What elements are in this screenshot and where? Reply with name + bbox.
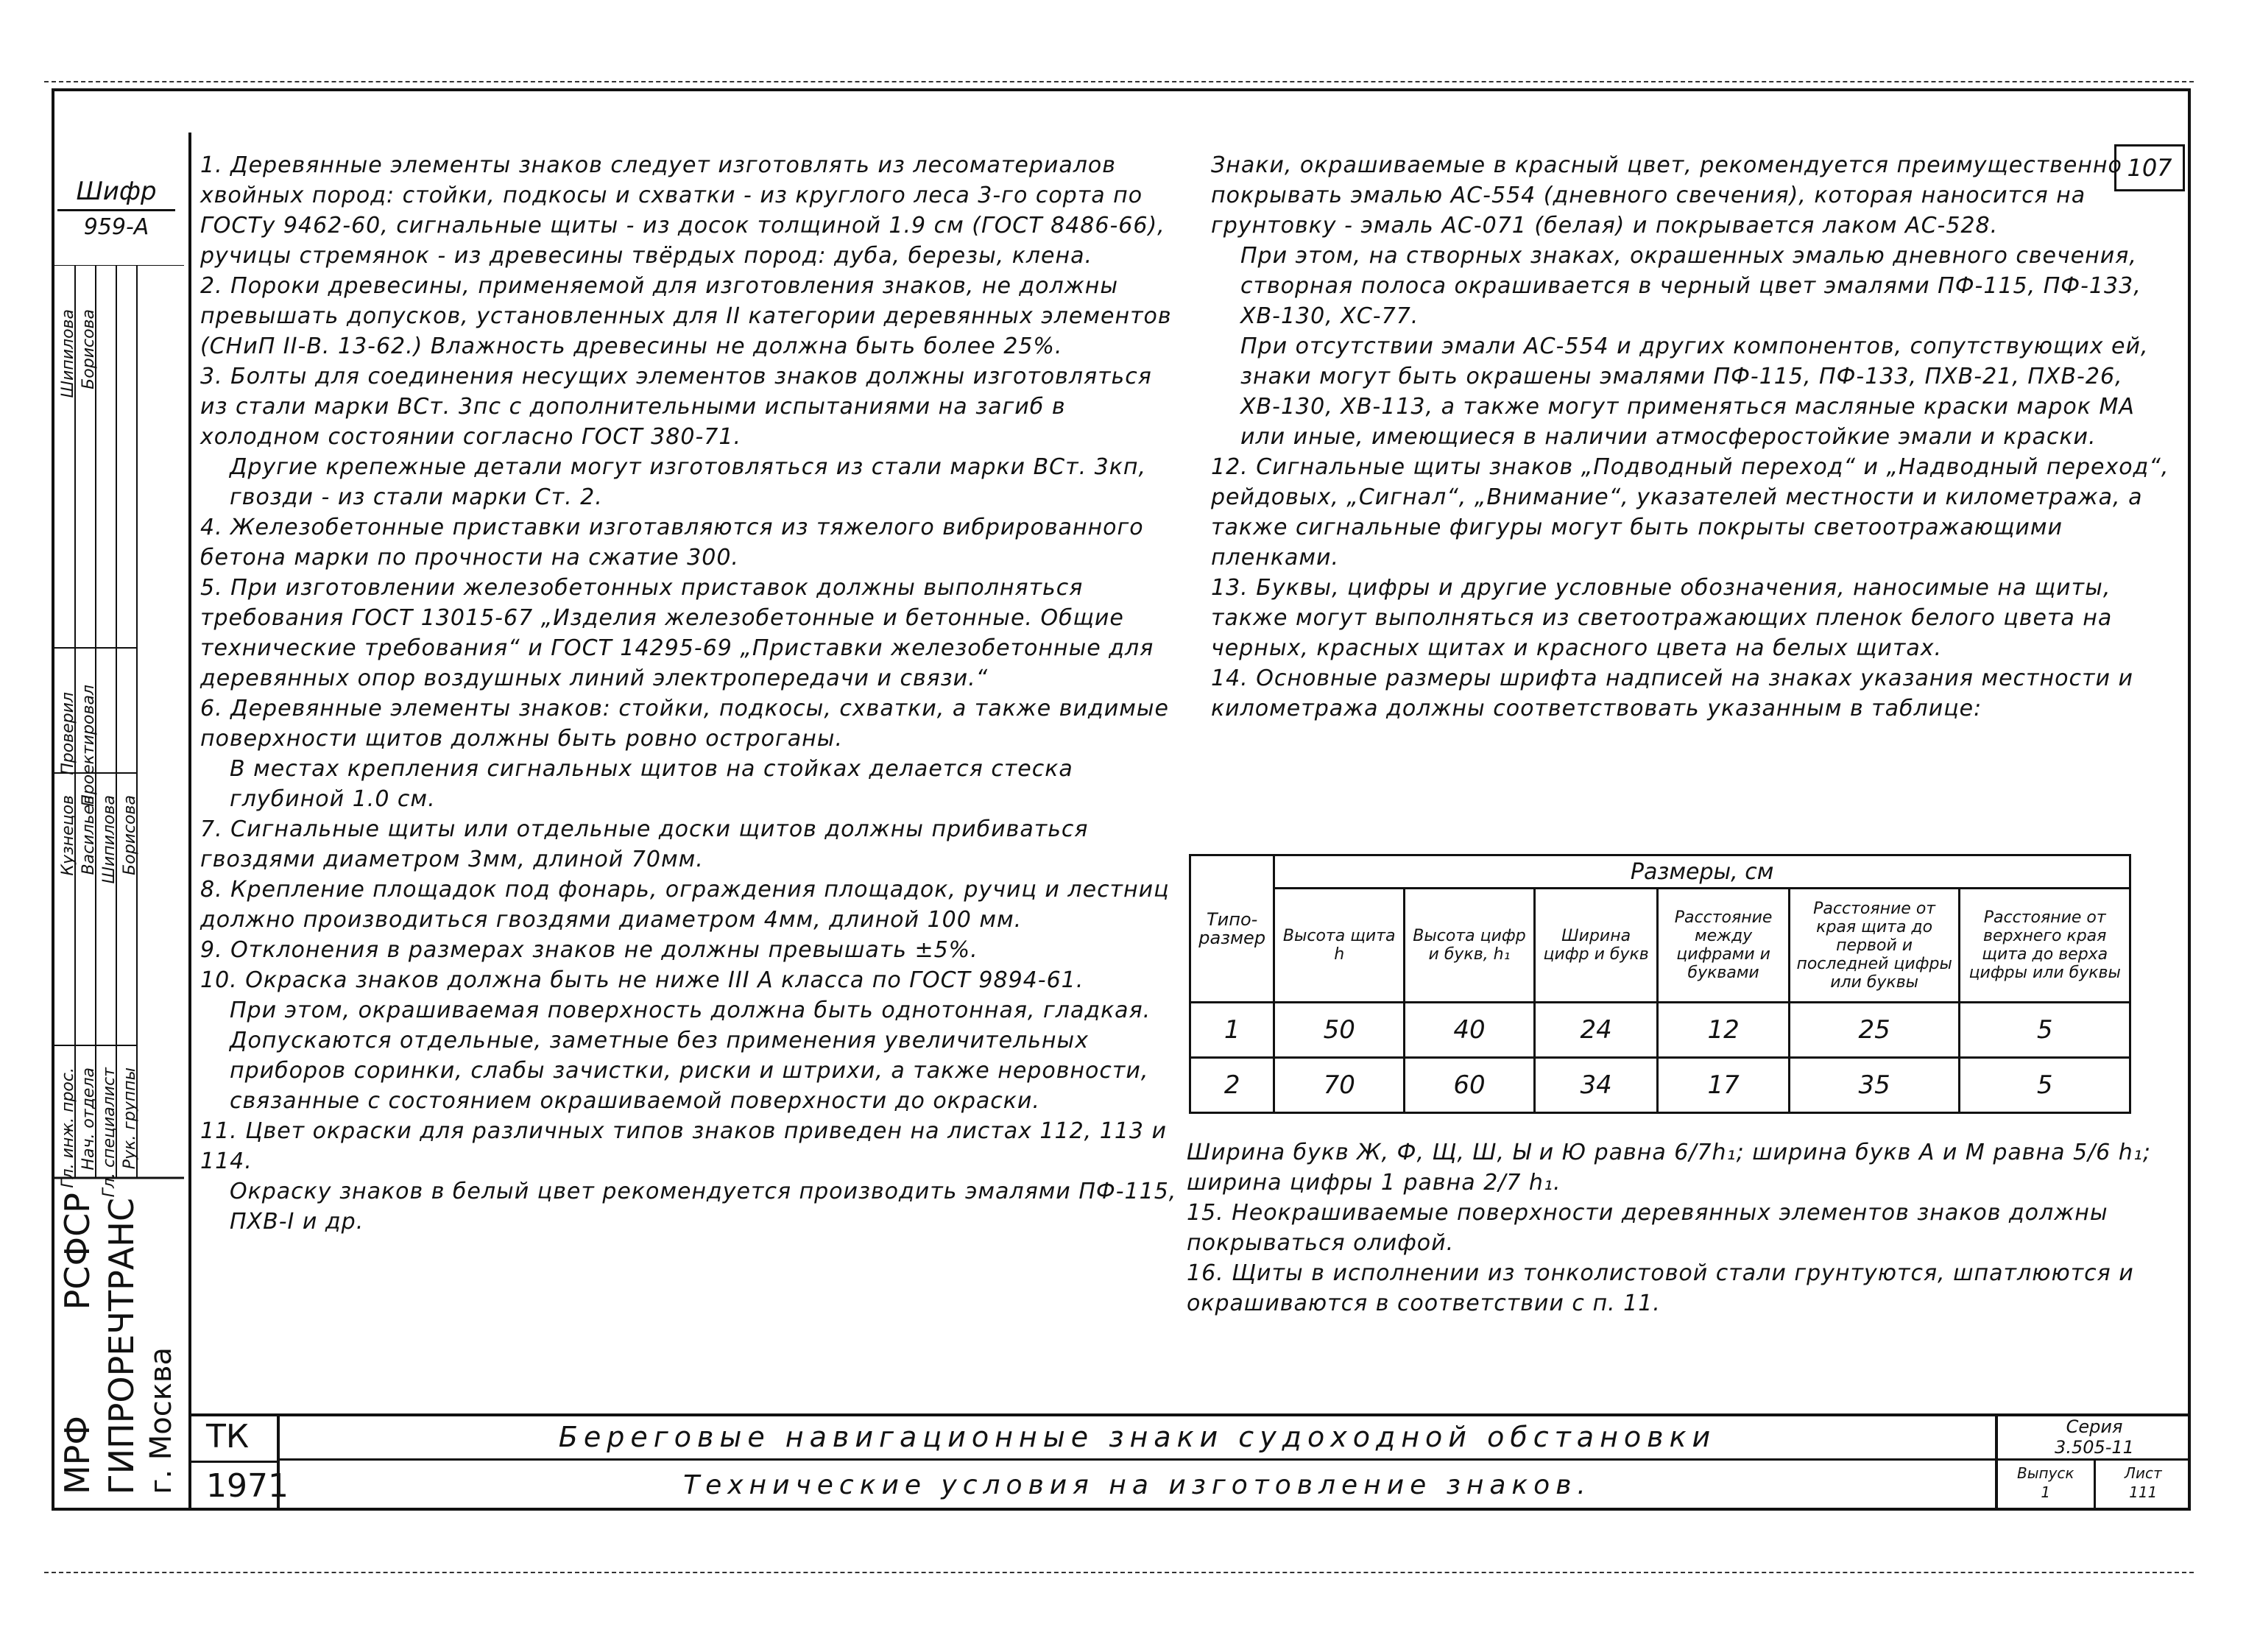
paragraph: 12. Сигнальные щиты знаков „Подводный переход“ и „Надводный переход“, рейдовых, „Сигнал“, „Внимание“, указателей местности и километража, а также сигнальные фигуры могут быть покрыты светоотражающими пленками. bbox=[1211, 454, 2169, 571]
org-republic: РСФСР bbox=[57, 1193, 97, 1310]
table-header-group: Размеры, см bbox=[1274, 855, 2130, 889]
person-name: Борисова bbox=[80, 309, 98, 389]
table-cell: 24 bbox=[1534, 1003, 1657, 1058]
role-label: Рук. группы bbox=[121, 1067, 139, 1170]
role-label: Нач. отдела bbox=[80, 1067, 98, 1171]
role-label: Гл. инж. прос. bbox=[59, 1067, 77, 1188]
doc-subtitle: Технические условия на изготовление знаков. bbox=[683, 1470, 1592, 1500]
paragraph: При этом, на створных знаках, окрашенных эмалью дневного свечения, створная полоса окрашивается в черный цвет эмалями ПФ-115, ПФ-133, ХВ-130, ХС-77. bbox=[1240, 243, 2141, 329]
role-label: Проверил bbox=[59, 692, 77, 775]
org-institute: ГИПРОРЕЧТРАНС bbox=[102, 1197, 141, 1494]
table-cell: 5 bbox=[1960, 1058, 2130, 1113]
person-name: Кузнецов bbox=[59, 795, 77, 876]
paragraph: 3. Болты для соединения несущих элементов знаков должны изготовляться из стали марки ВСт. 3пс с дополнительными испытаниями на загиб в холодном состоянии согласно ГОСТ 380-71. bbox=[200, 364, 1152, 450]
top-cut-line bbox=[44, 81, 2194, 82]
paragraph: 6. Деревянные элементы знаков: стойки, подкосы, схватки, а также видимые поверхности щитов должны быть ровно остроганы. bbox=[200, 696, 1169, 752]
table-cell: 25 bbox=[1789, 1003, 1960, 1058]
org-ministry: МРФ bbox=[57, 1415, 97, 1494]
table-cell: 50 bbox=[1274, 1003, 1405, 1058]
sheet-cell bbox=[2096, 1461, 2192, 1508]
text-column-right bbox=[1211, 150, 2183, 724]
issue-value: 1 bbox=[2041, 1483, 2051, 1501]
person-name: Борисова bbox=[121, 795, 139, 875]
sheet-value: 111 bbox=[2129, 1483, 2158, 1501]
table-header: Высота щита h bbox=[1274, 889, 1405, 1003]
table-row bbox=[1190, 1003, 2130, 1058]
title-block-main bbox=[280, 1413, 1995, 1511]
role-label: Проектировал bbox=[80, 685, 98, 807]
table-cell: 70 bbox=[1274, 1058, 1405, 1113]
table-cell: 1 bbox=[1190, 1003, 1274, 1058]
organization-block bbox=[57, 1185, 190, 1494]
table-row bbox=[1190, 1058, 2130, 1113]
paragraph: 1. Деревянные элементы знаков следует изготовлять из лесоматериалов хвойных пород: стойки, подкосы и схватки - из круглого леса 3-го сорта по ГОСТу 9462-60, сигнальные щиты - из досок толщиной 1.9 см (ГОСТ 8486-66), ручицы стремянок - из древесины твёрдых пород: дуба, березы, клена. bbox=[200, 152, 1165, 269]
text-column-right-lower bbox=[1187, 1137, 2188, 1319]
paragraph: 2. Пороки древесины, применяемой для изготовления знаков, не должны превышать допусков, установленных для II категории деревянных элементов (СНиП II-В. 13-62.) Влажность древесины не должна быть более 25%. bbox=[200, 273, 1172, 359]
person-name: Шипилова bbox=[100, 795, 119, 884]
paragraph: 10. Окраска знаков должна быть не ниже III А класса по ГОСТ 9894-61. bbox=[200, 967, 1084, 993]
paragraph: 8. Крепление площадок под фонарь, ограждения площадок, ручиц и лестниц должно производиться гвоздями диаметром 4мм, длиной 100 мм. bbox=[200, 877, 1170, 933]
table-cell: 2 bbox=[1190, 1058, 1274, 1113]
font-size-table bbox=[1189, 854, 2131, 1114]
paragraph: В местах крепления сигнальных щитов на стойках делается стеска глубиной 1.0 см. bbox=[230, 756, 1073, 812]
table-cell: 12 bbox=[1658, 1003, 1790, 1058]
bottom-cut-line bbox=[44, 1572, 2194, 1573]
page-number: 107 bbox=[2114, 144, 2185, 191]
paragraph: 14. Основные размеры шрифта надписей на знаках указания местности и километража должны соответствовать указанным в таблице: bbox=[1211, 666, 2133, 721]
paragraph: Знаки, окрашиваемые в красный цвет, рекомендуется преимущественно покрывать эмалью АС-554 (дневного свечения), которая наносится на грунтовку - эмаль АС-071 (белая) и покрывается лаком АС-528. bbox=[1211, 152, 2122, 239]
cipher-label: Шифр bbox=[57, 177, 175, 211]
table-header: Ширина цифр и букв bbox=[1534, 889, 1657, 1003]
issue-label: Выпуск bbox=[2017, 1464, 2074, 1482]
role-label: Гл. специалист bbox=[100, 1067, 119, 1198]
table-header: Расстояние от края щита до первой и последней цифры или буквы bbox=[1789, 889, 1960, 1003]
paragraph: Ширина букв Ж, Ф, Щ, Ш, Ы и Ю равна 6/7h₁; ширина букв А и М равна 5/6 h₁; ширина цифры 1 равна 2/7 h₁. bbox=[1187, 1140, 2151, 1196]
sheet-label: Лист bbox=[2124, 1464, 2162, 1482]
paragraph: Другие крепежные детали могут изготовляться из стали марки ВСт. 3кп, гвозди - из стали марки Ст. 2. bbox=[230, 454, 1147, 510]
paragraph: 11. Цвет окраски для различных типов знаков приведен на листах 112, 113 и 114. bbox=[200, 1118, 1168, 1174]
table-cell: 5 bbox=[1960, 1003, 2130, 1058]
table-header-typesize: Типо-размер bbox=[1190, 855, 1274, 1003]
table-cell: 40 bbox=[1405, 1003, 1535, 1058]
paragraph: 15. Неокрашиваемые поверхности деревянных элементов знаков должны покрываться олифой. bbox=[1187, 1200, 2108, 1256]
table-header: Высота цифр и букв, h₁ bbox=[1405, 889, 1535, 1003]
text-column-left bbox=[200, 150, 1187, 1237]
table-cell: 60 bbox=[1405, 1058, 1535, 1113]
org-city: г. Москва bbox=[144, 1347, 178, 1494]
cipher-value: 959-А bbox=[83, 214, 149, 240]
table-cell: 17 bbox=[1658, 1058, 1790, 1113]
doc-year: 1971 bbox=[206, 1467, 289, 1505]
paragraph: Окраску знаков в белый цвет рекомендуется производить эмалями ПФ-115, ПХВ-I и др. bbox=[230, 1179, 1177, 1235]
series-cell bbox=[1998, 1413, 2191, 1461]
person-name: Шипилова bbox=[59, 309, 77, 398]
title-block-series bbox=[1995, 1413, 2191, 1511]
person-name: Васильев bbox=[80, 795, 98, 875]
paragraph: При отсутствии эмали АС-554 и других компонентов, сопутствующих ей, знаки могут быть окрашены эмалями ПФ-115, ПФ-133, ПХВ-21, ПХВ-26, ХВ-130, ХВ-113, а также могут применяться масляные краски марок МА или иные, имеющиеся в наличии атмосферостойкие эмали и краски. bbox=[1240, 333, 2149, 450]
doc-title: Береговые навигационные знаки судоходной обстановки bbox=[280, 1413, 1995, 1461]
table-header: Расстояние между цифрами и буквами bbox=[1658, 889, 1790, 1003]
doc-code: ТК bbox=[191, 1413, 277, 1463]
issue-cell bbox=[1998, 1461, 2096, 1508]
issue-sheet-row bbox=[1998, 1461, 2191, 1508]
paragraph: 4. Железобетонные приставки изготавляются из тяжелого вибрированного бетона марки по прочности на сжатие 300. bbox=[200, 515, 1144, 571]
table-cell: 35 bbox=[1789, 1058, 1960, 1113]
table-cell: 34 bbox=[1534, 1058, 1657, 1113]
paragraph: 16. Щиты в исполнении из тонколистовой стали грунтуются, шпатлюются и окрашиваются в соответствии с п. 11. bbox=[1187, 1260, 2134, 1316]
paragraph: При этом, окрашиваемая поверхность должна быть однотонная, гладкая. Допускаются отдельные, заметные без применения увеличительных приборов соринки, слабы зачистки, риски и штрихи, а также неровности, связанные с состоянием окрашиваемой поверхности до окраски. bbox=[230, 998, 1151, 1114]
cipher-box bbox=[57, 177, 175, 240]
paragraph: 9. Отклонения в размерах знаков не должны превышать ±5%. bbox=[200, 937, 978, 963]
paragraph: 13. Буквы, цифры и другие условные обозначения, наносимые на щиты, также могут выполняться из светоотражающих пленок белого цвета на черных, красных щитах и красного цвета на белых щитах. bbox=[1211, 575, 2113, 661]
table-header: Расстояние от верхнего края щита до верха цифры или буквы bbox=[1960, 889, 2130, 1003]
title-block-code bbox=[191, 1413, 289, 1511]
paragraph: 5. При изготовлении железобетонных приставок должны выполняться требования ГОСТ 13015-67 „Изделия железобетонные и бетонные. Общие технические требования“ и ГОСТ 14295-69 „Приставки железобетонные для деревянных опор воздушных линий электропередачи и связи.“ bbox=[200, 575, 1154, 691]
paragraph: 7. Сигнальные щиты или отдельные доски щитов должны прибиваться гвоздями диаметром 3мм, длиной 70мм. bbox=[200, 816, 1089, 872]
series-value: 3.505-11 bbox=[2055, 1437, 2134, 1458]
series-label: Серия bbox=[2066, 1416, 2123, 1437]
